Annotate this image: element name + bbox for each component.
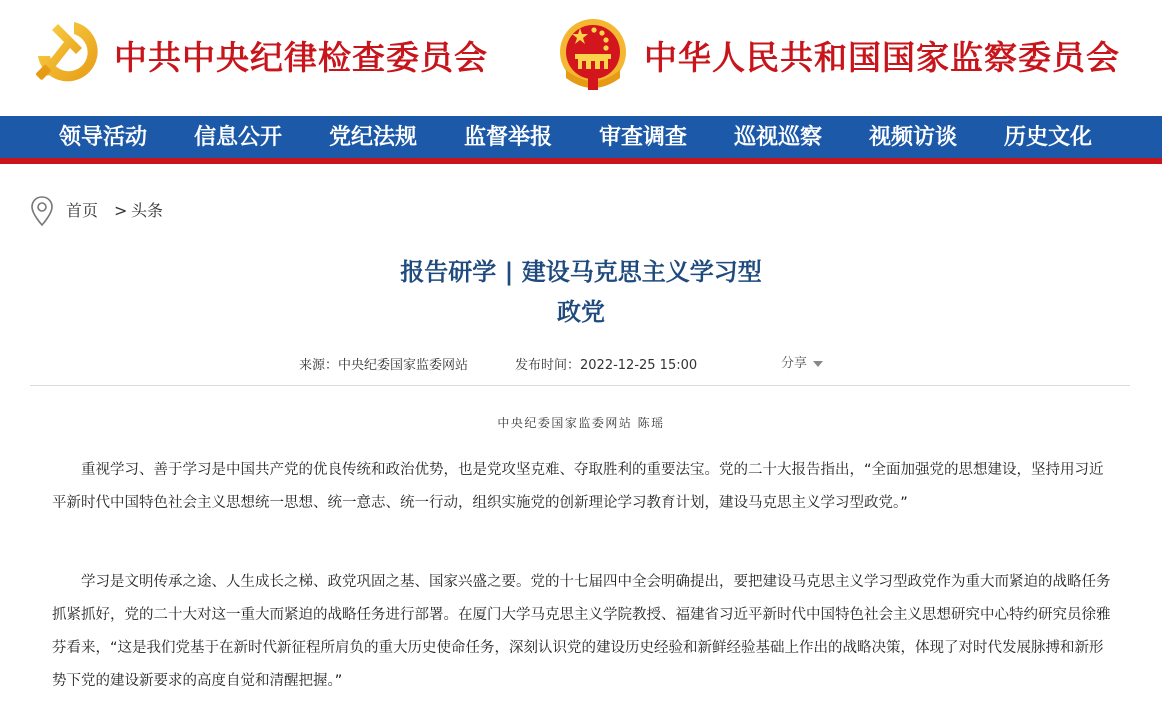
main-nav: [0, 116, 1162, 158]
nav-item-disclosure[interactable]: 信息公开: [194, 124, 283, 150]
article-paragraph: 学习是文明传承之途、人生成长之梯、政党巩固之基、国家兴盛之要。党的十七届四中全会明确提出，要把建设马克思主义学习型政党作为重大而紧迫的战略任务抓紧抓好，党的二十大对这一重大而紧迫的战略任务进行部署。在厦门大学马克思主义学院教授、福建省习近平新时代中国特色社会主义思想研究中心特约研究员徐雅芬看来，“这是我们党基于在新时代新征程所肩负的重大历史使命任务，深刻认识党的建设历史经验和新鲜经验基础上作出的战略决策，体现了对时代发展脉搏和新形势下党的建设新要求的高度自觉和清醒把握。”: [52, 574, 1111, 689]
article-source: 来源：中央纪委国家监委网站: [299, 358, 469, 373]
article-title: [330, 252, 832, 332]
nav-item-history[interactable]: 历史文化: [1004, 124, 1093, 150]
nav-item-video[interactable]: 视频访谈: [869, 124, 958, 150]
national-emblem-icon: [558, 16, 628, 92]
meta-divider: [30, 385, 1130, 386]
nav-item-inspection[interactable]: 巡视巡察: [734, 124, 823, 150]
caret-down-icon: [813, 361, 823, 367]
share-button[interactable]: [781, 355, 823, 373]
share-label: 分享: [781, 356, 808, 371]
article-publish-time: 发布时间：2022-12-25 15:00: [515, 358, 698, 373]
article-paragraph: 重视学习、善于学习是中国共产党的优良传统和政治优势，也是党攻坚克难、夺取胜利的重要法宝。党的二十大报告指出，“全面加强党的思想建设，坚持用习近平新时代中国特色社会主义思想统一思想、统一意志、统一行动，组织实施党的创新理论学习教育计划，建设马克思主义学习型政党。”: [52, 462, 1104, 511]
breadcrumb-current[interactable]: 头条: [131, 201, 164, 220]
breadcrumb-home[interactable]: 首页: [66, 201, 99, 220]
article-byline: 中央纪委国家监委网站 陈瑶: [497, 416, 665, 430]
org-name-national-supervision: 中华人民共和国国家监察委员会: [644, 38, 1120, 77]
nav-item-investigation[interactable]: 审查调查: [599, 124, 688, 150]
article-title-line2: 政党: [557, 298, 605, 326]
nav-item-report[interactable]: 监督举报: [464, 124, 553, 150]
nav-item-regulations[interactable]: 党纪法规: [329, 124, 418, 150]
site-header: [0, 0, 1162, 116]
breadcrumb-separator: >: [114, 201, 128, 220]
location-pin-icon: [30, 195, 54, 227]
party-emblem-icon: [30, 16, 102, 88]
nav-accent-line: [0, 158, 1162, 164]
article-title-line1: 报告研学 | 建设马克思主义学习型: [400, 258, 762, 286]
nav-item-leadership[interactable]: 领导活动: [59, 124, 148, 150]
org-name-cpc-discipline: 中共中央纪律检查委员会: [114, 38, 488, 77]
